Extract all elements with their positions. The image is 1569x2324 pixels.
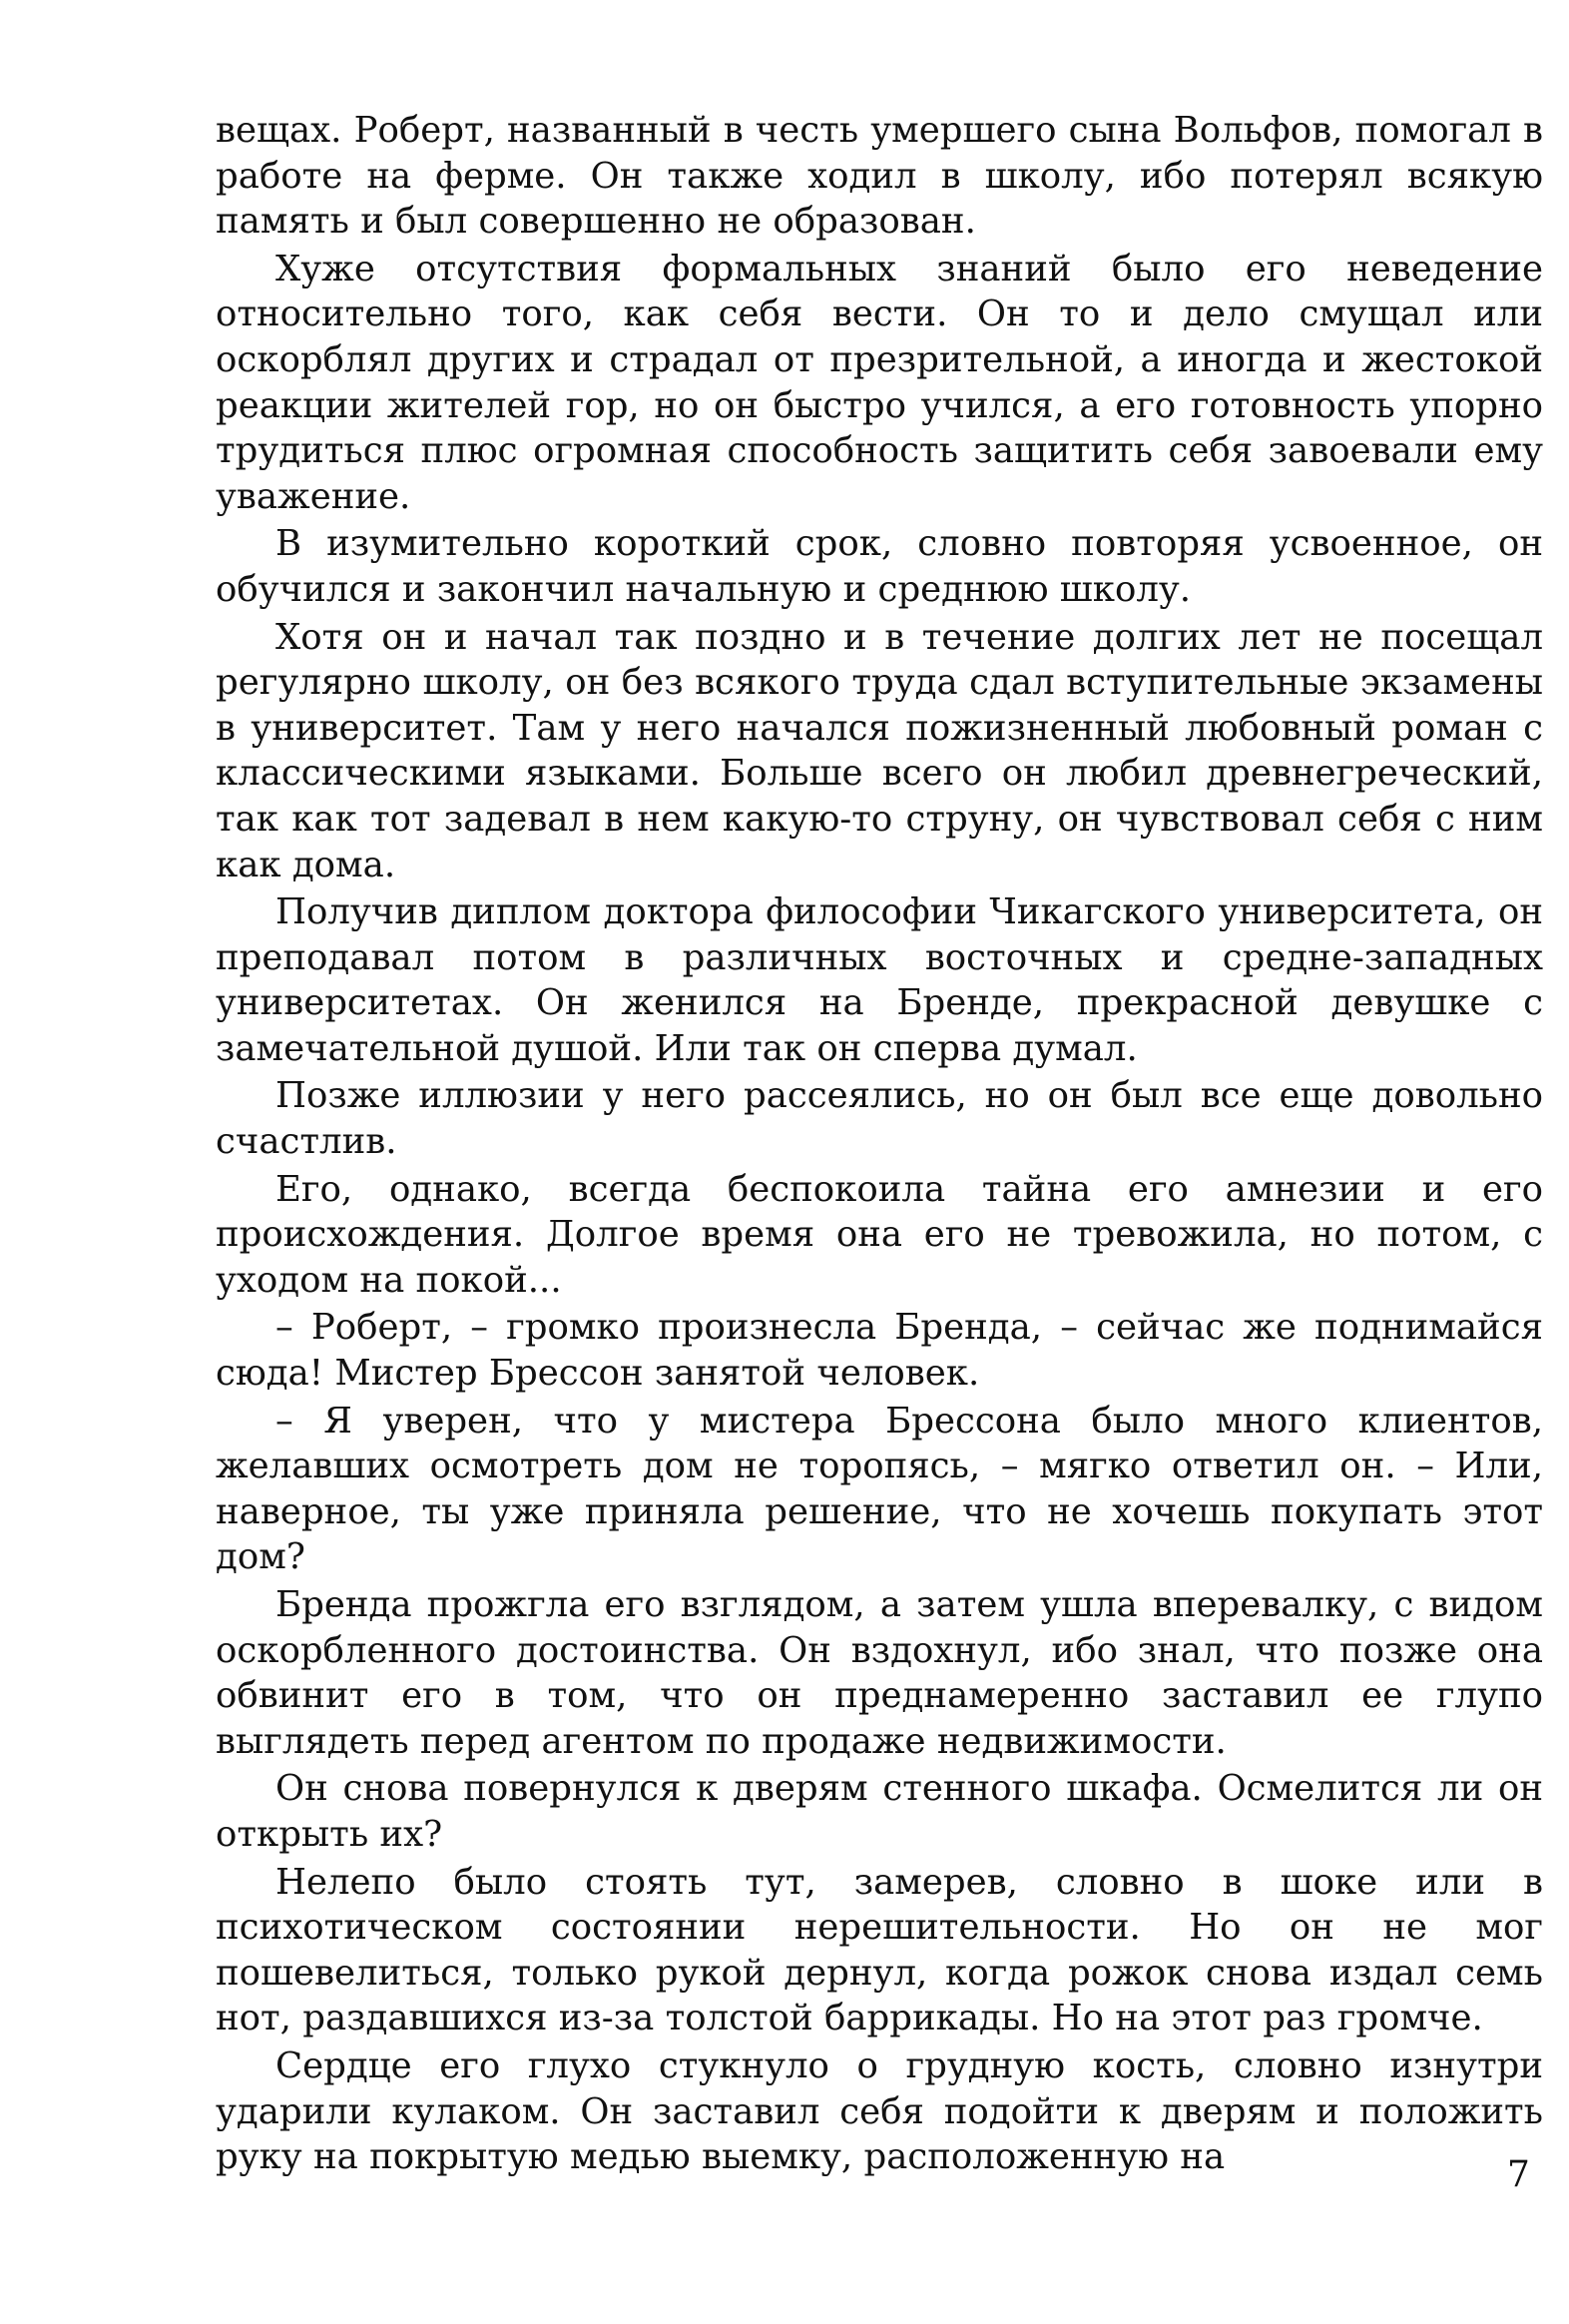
paragraph: Хуже отсутствия формальных знаний было его неведение относительно того, как себя вести. Он то и дело смущал или оскорблял других и страдал от презрительной, а иногда и жестокой реакции жителей гор, но он быстро учился, а его готовность упорно трудиться плюс огромная способность защитить себя завоевали ему уважение. xyxy=(216,248,1543,517)
paragraph: В изумительно короткий срок, словно повторяя усвоенное, он обучился и закончил начальную и среднюю школу. xyxy=(216,523,1543,610)
paragraph: Нелепо было стоять тут, замерев, словно в шоке или в психотическом состоянии нерешительности. Но он не мог пошевелиться, только рукой дернул, когда рожок снова издал семь нот, раздавшихся из-за толстой баррикады. Но на этот раз громче. xyxy=(216,1861,1543,2039)
paragraph: Сердце его глухо стукнуло о грудную кость, словно изнутри ударили кулаком. Он заставил себя подойти к дверям и положить руку на покрытую медью выемку, расположенную на xyxy=(216,2044,1543,2178)
paragraph: вещах. Роберт, названный в честь умершего сына Вольфов, помогал в работе на ферме. Он также ходил в школу, ибо потерял всякую память и был совершенно не образован. xyxy=(216,110,1543,243)
paragraph: – Роберт, – громко произнесла Бренда, – сейчас же поднимайся сюда! Мистер Брессон занятой человек. xyxy=(216,1307,1543,1395)
paragraph: – Я уверен, что у мистера Брессона было много клиентов, желавших осмотреть дом не торопясь, – мягко ответил он. – Или, наверное, ты уже приняла решение, что не хочешь покупать этот дом? xyxy=(216,1400,1543,1578)
paragraph: Бренда прожгла его взглядом, а затем ушла вперевалку, с видом оскорбленного достоинства. Он вздохнул, ибо знал, что позже она обвинит его в том, что он преднамеренно заставил ее глупо выглядеть перед агентом по продаже недвижимости. xyxy=(216,1584,1543,1762)
paragraph: Хотя он и начал так поздно и в течение долгих лет не посещал регулярно школу, он без всякого труда сдал вступительные экзамены в университет. Там у него начался пожизненный любовный роман с классическими языками. Больше всего он любил древнегреческий, так как тот задевал в нем какую-то струну, он чувствовал себя с ним как дома. xyxy=(216,616,1543,885)
paragraph: Позже иллюзии у него рассеялись, но он был все еще довольно счастлив. xyxy=(216,1075,1543,1163)
paragraph: Он снова повернулся к дверям стенного шкафа. Осмелится ли он открыть их? xyxy=(216,1768,1543,1855)
paragraph: Его, однако, всегда беспокоила тайна его амнезии и его происхождения. Долгое время она его не тревожила, но потом, с уходом на покой... xyxy=(216,1168,1543,1301)
paragraph: Получив диплом доктора философии Чикагского университета, он преподавал потом в различных восточных и средне-западных университетах. Он женился на Бренде, прекрасной девушке с замечательной душой. Или так он сперва думал. xyxy=(216,891,1543,1069)
page-number: 7 xyxy=(1507,2154,1530,2195)
body-text xyxy=(216,108,1543,2182)
